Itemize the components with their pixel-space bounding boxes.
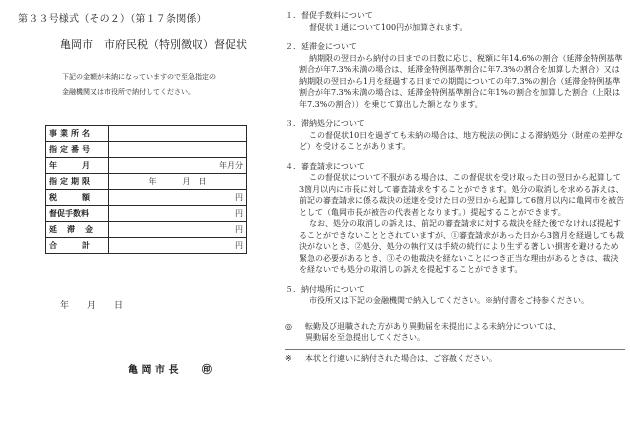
note-text: 異動届を至急提出してください。 xyxy=(305,333,425,342)
section-body-continued: なお、処分の取消しの訴えは、前記の審査請求に対する裁決を経た後でなければ提起することができないこととされていますが、①審査請求があった日から3箇月を経過しても裁決がないとき、②処分、処分の執行又は手続の続行により生ずる著しい損害を避けるため緊急の必要があるとき、③その他裁決を経ないことにつき正当な理由があるときは、裁決を経ないでも処分の取消しの訴えを提起することができます。 xyxy=(299,219,625,274)
row-label-demand-fee: 督促手数料 xyxy=(46,206,109,222)
asterisk-icon: ※ xyxy=(285,353,292,363)
table-row xyxy=(46,158,247,174)
table-row xyxy=(46,238,247,254)
table-row xyxy=(46,206,247,222)
row-label-late-fee: 延 滞 金 xyxy=(46,222,109,238)
explanation-column xyxy=(285,10,625,364)
table-row xyxy=(46,222,247,238)
table-row xyxy=(46,190,247,206)
section-body: 市役所又は下記の金融機関で納入してください。※納付書をご持参ください。 xyxy=(309,296,589,305)
deadline-year: 年 xyxy=(148,177,157,186)
section-demand-fee xyxy=(285,10,625,33)
row-value-year-month: 年月分 xyxy=(109,158,247,174)
mayor-signature: 亀 岡 市 長 ㊞ xyxy=(128,365,212,376)
notice-line: 下記の金額が未納になっていますので至急指定の xyxy=(62,73,216,81)
row-value-tax-amount: 円 xyxy=(109,190,247,206)
row-label-tax-amount: 税 額 xyxy=(46,190,109,206)
section-late-fee xyxy=(285,41,625,110)
row-value-total: 円 xyxy=(109,238,247,254)
section-heading: ４．審査請求について xyxy=(285,161,365,171)
section-heading: ２．延滞金について xyxy=(285,42,357,51)
row-label-designation-number: 指定番号 xyxy=(46,142,109,158)
form-number: 第３３号様式（その２）（第１７条関係） xyxy=(18,14,207,25)
table-row xyxy=(46,174,247,190)
row-label-total: 合 計 xyxy=(46,238,109,254)
payment-notice xyxy=(62,70,292,100)
notice-line: 金融機関又は市役所で納付してください。 xyxy=(62,88,195,96)
section-heading: ３．滞納処分について xyxy=(285,119,365,128)
signature-date: 年 月 日 xyxy=(60,301,124,311)
section-delinquency xyxy=(285,118,625,153)
deadline-month-day: 月 日 xyxy=(182,177,207,186)
double-circle-icon: ◎ xyxy=(285,321,292,331)
row-value-business-name xyxy=(109,126,247,142)
table-row xyxy=(46,142,247,158)
notes xyxy=(285,321,625,365)
page-title: 亀岡市 市府民税（特別徴収）督促状 xyxy=(60,38,247,51)
section-heading: ５．納付場所について xyxy=(285,284,365,294)
section-body: この督促状10日を過ぎても未納の場合は、地方税法の例による滞納処分（財産の差押など）を受けることがあります。 xyxy=(299,130,624,151)
row-value-designation-number xyxy=(109,142,247,158)
section-body: 納期限の翌日から納付の日までの日数に応じ、税額に年14.6%の割合（延滞金特例基準割合が年7.3%未満の場合は、延滞金特例基準割合に年7.3%の割合を加算した割合）又は納期限の翌日から1月を経過する日までの期間についての年7.3%の割合（延滞金特例基準割合が年7.3%未満の場合は、延滞金特例基準割合に年1%の割合を加算した割合（上限は年7.3%の割合））を乗じて算出した額となります。 xyxy=(299,53,623,109)
row-label-deadline: 指定期限 xyxy=(46,174,109,190)
section-body: 督促状１通について100円が加算されます。 xyxy=(309,22,468,32)
row-value-late-fee: 円 xyxy=(109,222,247,238)
note-text: 転勤及び退職された方があり異動届を未提出による未納分については、 xyxy=(305,321,561,331)
note-transfer xyxy=(285,321,625,344)
note-apology xyxy=(285,349,625,365)
section-payment-place xyxy=(285,284,625,307)
section-review-request xyxy=(285,161,625,276)
section-body: この督促状について不服がある場合は、この督促状を受け取った日の翌日から起算して3箇月以内に市長に対して審査請求をすることができます。処分の取消しを求める訴えは、前記の審査請求に係る裁決の送達を受けた日の翌日から起算して6箇月以内に亀岡市を被告として（亀岡市長が被告の代表者となります。）提起することができます。 xyxy=(299,173,625,217)
row-value-demand-fee: 円 xyxy=(109,206,247,222)
tax-detail-table xyxy=(45,125,247,254)
row-value-deadline xyxy=(109,174,247,190)
row-label-business-name: 事業所名 xyxy=(46,126,109,142)
note-text: 本状と行違いに納付された場合は、ご容赦ください。 xyxy=(305,353,497,363)
section-heading: １．督促手数料について xyxy=(285,11,373,20)
row-label-year-month: 年 月 xyxy=(46,158,109,174)
table-row xyxy=(46,126,247,142)
